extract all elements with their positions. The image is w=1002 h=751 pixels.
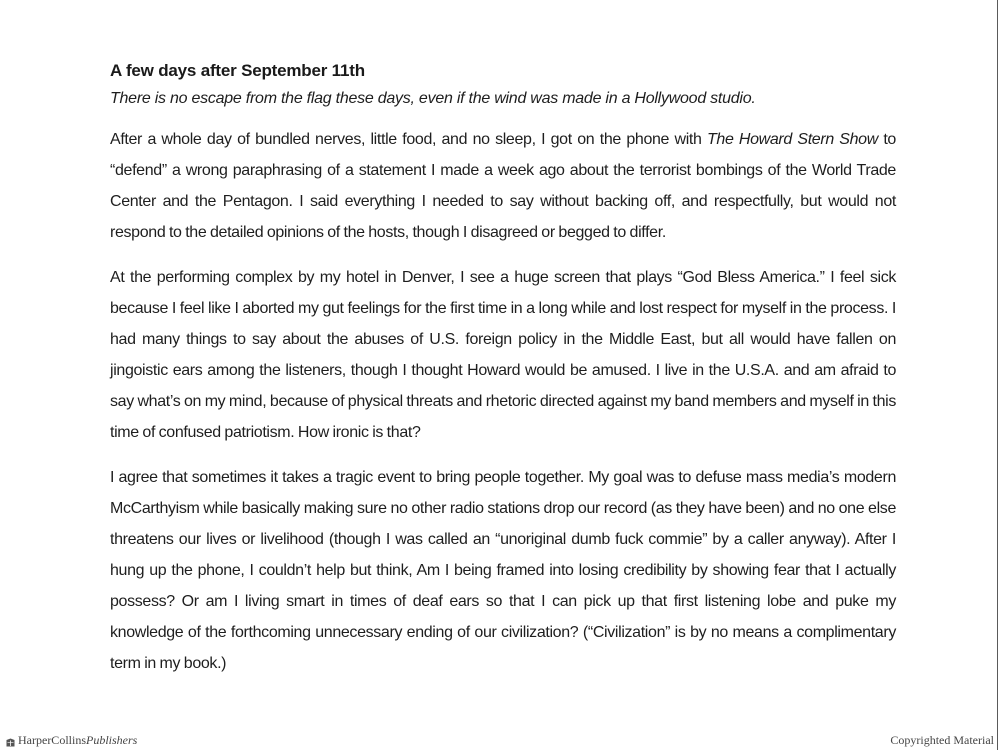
paragraph-1-text-start: After a whole day of bundled nerves, little food, and no sleep, I got on the phone with	[110, 131, 707, 148]
publisher-suffix: Publishers	[86, 733, 138, 747]
publisher-credit	[6, 733, 137, 748]
page-edge-rule	[997, 0, 998, 750]
publisher-name-wrap	[18, 733, 137, 748]
paragraph-2: At the performing complex by my hotel in Denver, I see a huge screen that plays “God Bless America.” I feel sick because I feel like I aborted my gut feelings for the first time in a long while and lost respect for myself in the process. I had many things to say about the abuses of U.S. foreign policy in the Middle East, but all would have fallen on jingoistic ears among the listeners, though I thought Howard would be amused. I live in the U.S.A. and am afraid to say what’s on my mind, because of physical threats and rhetoric directed against my band members and myself in this time of confused patriotism. How ironic is that?	[110, 269, 896, 441]
show-title: The Howard Stern Show	[706, 131, 878, 148]
harpercollins-logo-icon	[6, 736, 15, 745]
copyright-notice: Copyrighted Material	[890, 733, 994, 747]
publisher-name: HarperCollins	[18, 733, 86, 747]
book-page-body	[110, 58, 896, 679]
paragraph-1-text-end: to “defend” a wrong paraphrasing of a statement I made a week ago about the terrorist bombings of the World Trade Center and the Pentagon. I said everything I needed to say without backing off, and respectfully, but would not respond to the detailed opinions of the hosts, though I disagreed or begged to differ.	[110, 131, 896, 241]
paragraph-3: I agree that sometimes it takes a tragic event to bring people together. My goal was to defuse mass media’s modern McCarthyism while basically making sure no other radio stations drop our record (as they have been) and no one else threatens our lives or livelihood (though I was called an “unoriginal dumb fuck commie” by a caller anyway). After I hung up the phone, I couldn’t help but think, Am I being framed into losing credibility by showing fear that I actually possess? Or am I living smart in times of deaf ears so that I can pick up that first listening lobe and puke my knowledge of the forthcoming unnecessary ending of our civilization? (“Civilization” is by no means a complimentary term in my book.)	[110, 469, 896, 672]
entry-epigraph: There is no escape from the flag these days, even if the wind was made in a Hollywood studio.	[110, 90, 756, 107]
paragraph-1	[110, 124, 896, 248]
entry-heading: A few days after September 11th	[110, 61, 365, 80]
